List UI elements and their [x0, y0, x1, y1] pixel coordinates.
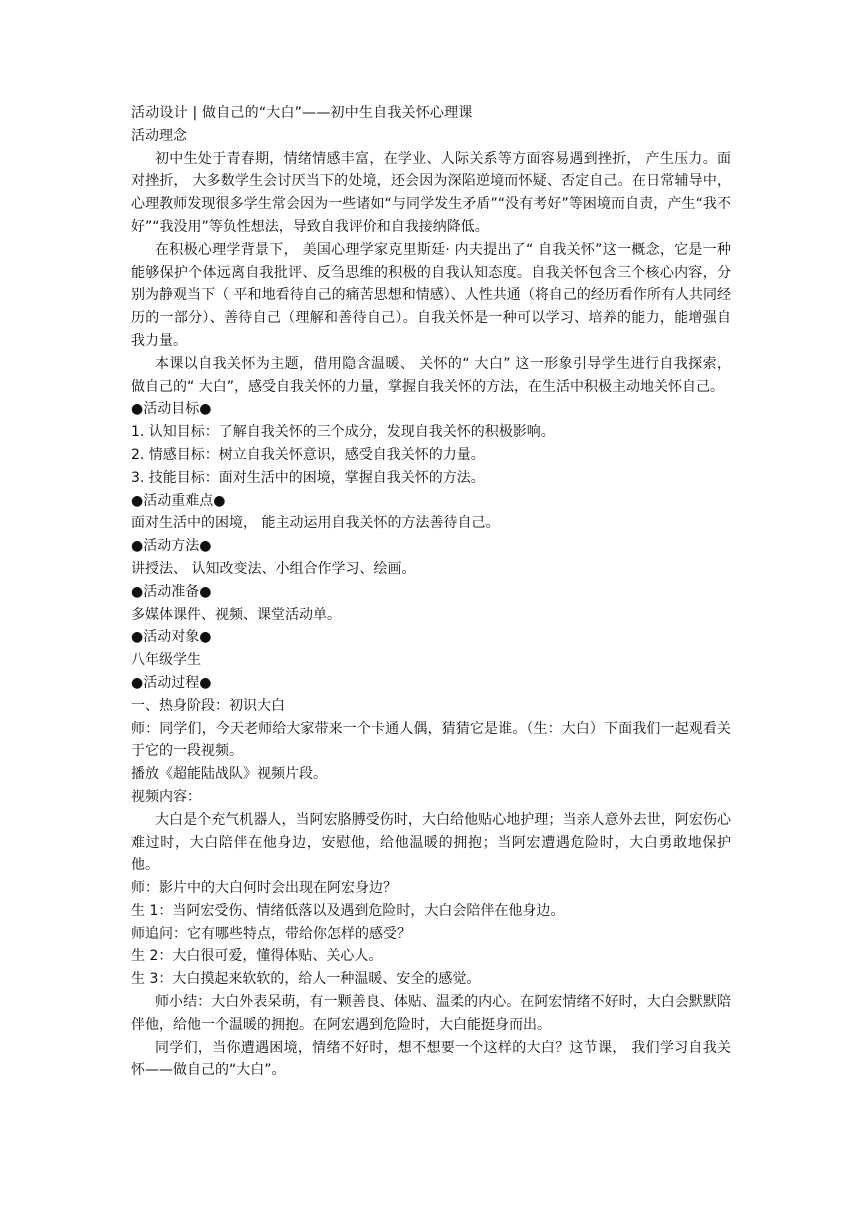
- teacher-summary: 师小结：大白外表呆萌，有一颗善良、体贴、温柔的内心。在阿宏情绪不好时，大白会默默陪伴他，给他一个温暖的拥抱。在阿宏遇到危险时，大白能挺身而出。: [131, 994, 731, 1033]
- goal-item: 3. 技能目标：面对生活中的困境，掌握自我关怀的方法。: [131, 469, 485, 486]
- section-heading-rationale: 活动理念: [131, 127, 187, 144]
- document-page: [131, 102, 731, 1082]
- process-stage-1: 一、热身阶段：初识大白: [131, 697, 285, 714]
- dialogue-student-2: 生 2：大白很可爱，懂得体贴、关心人。: [131, 948, 383, 965]
- dialogue-student-1: 生 1：当阿宏受伤、情绪低落以及遇到危险时，大白会陪伴在他身边。: [131, 902, 565, 919]
- section-heading-audience: ●活动对象●: [131, 629, 212, 646]
- dialogue-teacher-2: 师：影片中的大白何时会出现在阿宏身边？: [131, 880, 397, 897]
- dialogue-teacher-1: 师：同学们，今天老师给大家带来一个卡通人偶，猜猜它是谁。（生：大白）下面我们一起观看关于它的一段视频。: [131, 720, 731, 760]
- rationale-paragraph-2: 在积极心理学背景下， 美国心理学家克里斯廷· 内夫提出了“ 自我关怀”这一概念，它是一种能够保护个体远离自我批评、反刍思维的积极的自我认知态度。自我关怀包含三个核心内容，分别为静观当下（ 平和地看待自己的痛苦思想和情感）、人性共通（将自己的经历看作所有人共同经历的一部分）、善待自己（理解和善待自己）。自我关怀是一种可以学习、培养的能力，能增强自我力量。: [131, 241, 731, 349]
- goal-item: 2. 情感目标：树立自我关怀意识，感受自我关怀的力量。: [131, 446, 485, 463]
- section-heading-key-points: ●活动重难点●: [131, 492, 226, 509]
- closing-paragraph: 同学们，当你遭遇困境，情绪不好时，想不想要一个这样的大白？这节课， 我们学习自我关怀——做自己的“大白”。: [131, 1039, 731, 1079]
- preparation-text: 多媒体课件、视频、课堂活动单。: [131, 606, 341, 623]
- methods-text: 讲授法、 认知改变法、小组合作学习、绘画。: [131, 560, 416, 577]
- dialogue-teacher-3: 师追问：它有哪些特点，带给你怎样的感受？: [131, 925, 411, 942]
- key-points-text: 面对生活中的困境， 能主动运用自我关怀的方法善待自己。: [131, 515, 500, 532]
- document-title: 活动设计 | 做自己的“大白”——初中生自我关怀心理课: [131, 105, 473, 121]
- section-heading-goals: ●活动目标●: [131, 401, 212, 418]
- section-heading-process: ●活动过程●: [131, 674, 212, 691]
- section-heading-preparation: ●活动准备●: [131, 583, 212, 600]
- section-heading-methods: ●活动方法●: [131, 538, 212, 555]
- rationale-paragraph-3: 本课以自我关怀为主题，借用隐含温暖、 关怀的“ 大白” 这一形象引导学生进行自我探索， 做自己的“ 大白”，感受自我关怀的力量，掌握自我关怀的方法，在生活中积极主动地关怀自己。: [131, 355, 731, 395]
- play-video-note: 播放《超能陆战队》视频片段。: [131, 766, 327, 783]
- video-content-paragraph: 大白是个充气机器人，当阿宏胳膊受伤时，大白给他贴心地护理；当亲人意外去世，阿宏伤心难过时，大白陪伴在他身边，安慰他，给他温暖的拥抱；当阿宏遭遇危险时，大白勇敢地保护他。: [131, 811, 731, 874]
- dialogue-student-3: 生 3：大白摸起来软软的，给人一种温暖、安全的感觉。: [131, 971, 481, 988]
- video-content-heading: 视频内容：: [131, 788, 201, 805]
- rationale-paragraph-1: 初中生处于青春期，情绪情感丰富，在学业、人际关系等方面容易遇到挫折， 产生压力。面对挫折， 大多数学生会讨厌当下的处境，还会因为深陷逆境而怀疑、否定自己。在日常辅导中，心理教师发现很多学生常会因为一些诸如“与同学发生矛盾”“没有考好”等困境而自责，产生“我不好”“我没用”等负性想法，导致自我评价和自我接纳降低。: [131, 150, 731, 235]
- audience-text: 八年级学生: [131, 652, 201, 669]
- goal-item: 1. 认知目标：了解自我关怀的三个成分，发现自我关怀的积极影响。: [131, 424, 555, 441]
